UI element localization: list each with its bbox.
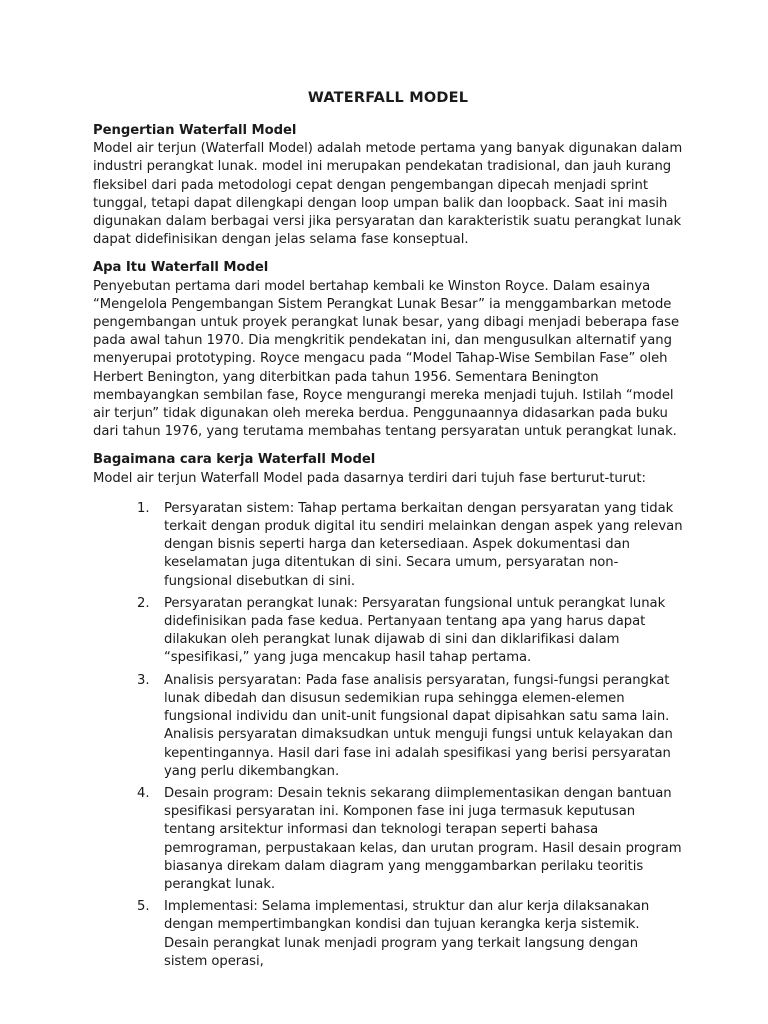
section-pengertian xyxy=(93,122,683,249)
document-title: WATERFALL MODEL xyxy=(307,90,469,106)
list-item-text: Desain program: Desain teknis sekarang diimplementasikan dengan bantuan spesifikasi persyaratan ini. Komponen fase ini juga termasuk keputusan tentang arsitektur informasi dan teknologi terapan seperti bahasa pemrograman, perpustakaan kelas, dan urutan program. Hasil desain program biasanya direkam dalam diagram yang menggambarkan perilaku teoritis perangkat lunak. xyxy=(164,785,682,892)
section-paragraph: Model air terjun Waterfall Model pada dasarnya terdiri dari tujuh fase berturut-turut: xyxy=(93,470,646,486)
document-page xyxy=(93,88,683,981)
list-number: 5. xyxy=(137,899,150,915)
list-number: 2. xyxy=(137,595,150,611)
list-number: 1. xyxy=(137,500,150,516)
list-item-text: Implementasi: Selama implementasi, struktur dan alur kerja dilaksanakan dengan mempertimbangkan kondisi dan tujuan kerangka kerja sistemik. Desain perangkat lunak menjadi program yang terkait langsung dengan sistem operasi, xyxy=(164,899,650,969)
section-cara-kerja xyxy=(93,451,683,970)
list-item xyxy=(93,898,683,971)
list-number: 3. xyxy=(137,672,150,688)
section-heading: Bagaimana cara kerja Waterfall Model xyxy=(93,452,376,468)
list-item-text: Analisis persyaratan: Pada fase analisis persyaratan, fungsi-fungsi perangkat lunak dibedah dan disusun sedemikian rupa sehingga elemen-elemen fungsional individu dan unit-unit fungsional dapat dipisahkan satu sama lain. Analisis persyaratan dimaksudkan untuk menguji fungsi untuk kelayakan dan kepentingannya. Hasil dari fase ini adalah spesifikasi yang berisi persyaratan yang perlu dikembangkan. xyxy=(164,672,673,779)
list-number: 4. xyxy=(137,785,150,801)
list-item xyxy=(93,672,683,781)
section-paragraph: Model air terjun (Waterfall Model) adalah metode pertama yang banyak digunakan dalam industri perangkat lunak. model ini merupakan pendekatan tradisional, dan jauh kurang fleksibel dari pada metodologi cepat dengan pengembangan dipecah menjadi sprint tunggal, tetapi dapat dilengkapi dengan loop umpan balik dan loopback. Saat ini masih digunakan dalam berbagai versi jika persyaratan dan karakteristik suatu perangkat lunak dapat didefinisikan dengan jelas selama fase konseptual. xyxy=(93,141,683,248)
list-item xyxy=(93,500,683,591)
section-heading: Pengertian Waterfall Model xyxy=(93,123,297,138)
list-item-text: Persyaratan sistem: Tahap pertama berkaitan dengan persyaratan yang tidak terkait dengan produk digital itu sendiri melainkan dengan aspek yang relevan dengan bisnis seperti harga dan ketersediaan. Aspek dokumentasi dan keselamatan juga ditentukan di sini. Secara umum, persyaratan non-fungsional disebutkan di sini. xyxy=(164,500,683,589)
list-item xyxy=(93,785,683,894)
section-heading: Apa Itu Waterfall Model xyxy=(93,260,269,276)
section-paragraph: Penyebutan pertama dari model bertahap kembali ke Winston Royce. Dalam esainya “Mengelola Pengembangan Sistem Perangkat Lunak Besar” ia menggambarkan metode pengembangan untuk proyek perangkat lunak besar, yang dibagi menjadi beberapa fase pada awal tahun 1970. Dia mengkritik pendekatan ini, dan mengusulkan alternatif yang menyerupai prototyping. Royce mengacu pada “Model Tahap-Wise Sembilan Fase” oleh Herbert Benington, yang diterbitkan pada tahun 1956. Sementara Benington membayangkan sembilan fase, Royce mengurangi mereka menjadi tujuh. Istilah “model air terjun” tidak digunakan oleh mereka berdua. Penggunaannya didasarkan pada buku dari tahun 1976, yang terutama membahas tentang persyaratan untuk perangkat lunak. xyxy=(93,278,680,440)
section-apa-itu xyxy=(93,259,683,441)
phase-list xyxy=(93,500,683,971)
list-item xyxy=(93,595,683,668)
list-item-text: Persyaratan perangkat lunak: Persyaratan fungsional untuk perangkat lunak didefinisikan pada fase kedua. Pertanyaan tentang apa yang harus dapat dilakukan oleh perangkat lunak dijawab di sini dan diklarifikasi dalam “spesifikasi,” yang juga mencakup hasil tahap pertama. xyxy=(164,595,666,666)
